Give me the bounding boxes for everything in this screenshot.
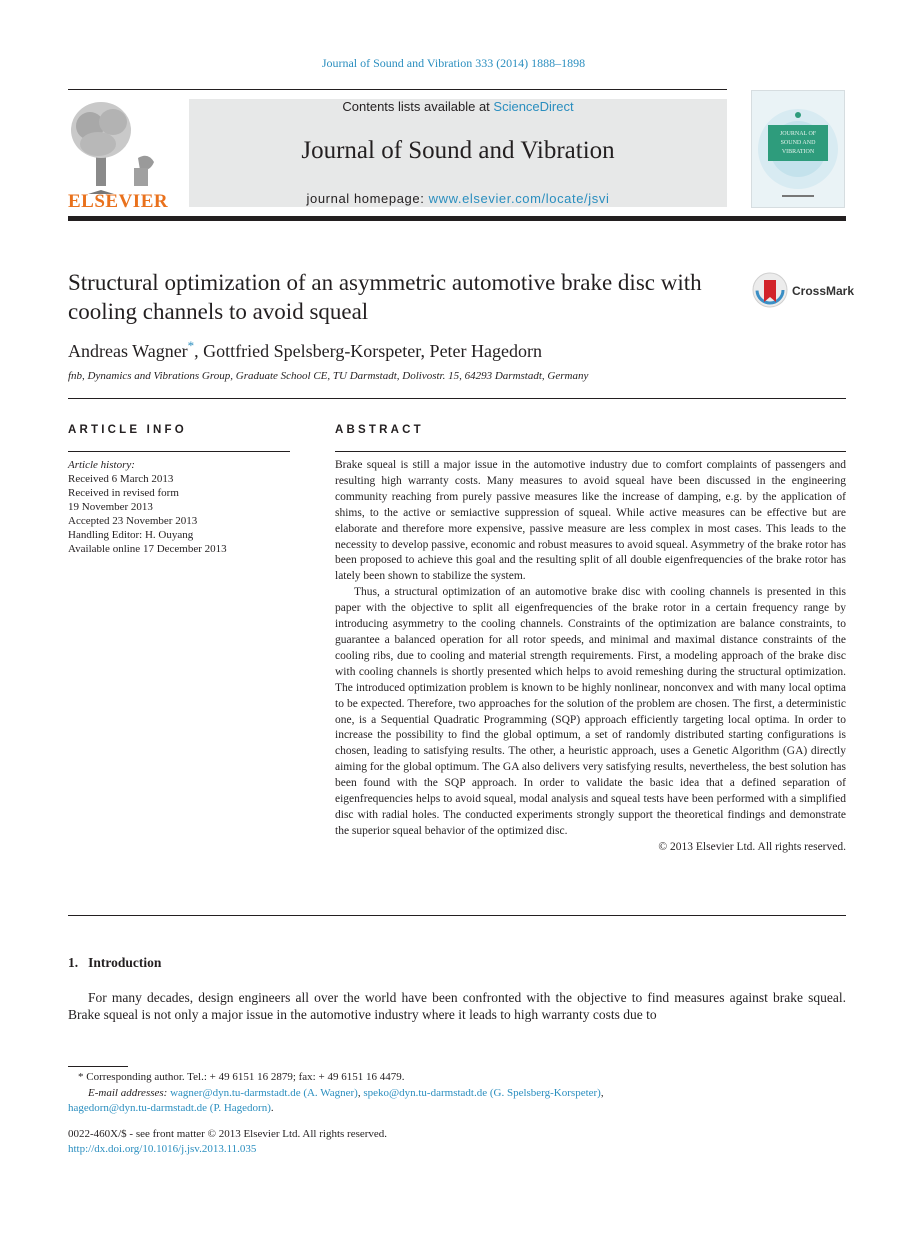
corresponding-author-mark[interactable]: * xyxy=(187,338,195,353)
issn-line: 0022-460X/$ - see front matter © 2013 Elsevier Ltd. All rights reserved. xyxy=(68,1128,388,1140)
email-line: E-mail addresses: wagner@dyn.tu-darmstadt.de (A. Wagner), speko@dyn.tu-darmstadt.de (G. Spelsberg-Korspeter), xyxy=(88,1086,604,1099)
abstract-paragraph-2: Thus, a structural optimization of an automotive brake disc with cooling channels is presented in this paper with the objective to split all eigenfrequencies of the brake rotor in a certain frequency range by introducing asymmetry to the cooling channels. Constraints of the optimization are balance constraints, to guarantee a balanced operation for all rotor speeds, and minimal and maximal distance constraints of the cooling ribs, due to cooling and material strength requirements. First, a modeling approach of the brake disc with cooling channels is shortly presented which helps to avoid remeshing during the structural optimization. The introduced optimization problem is known to be highly nonlinear, nonconvex and with many local optima to be expected. Therefore, two approaches for the solution of the problem are chosen. The first, a deterministic one, is a Sequential Quadratic Programming (SQP) approach efficiently targeting local optima. In order to increase the possibility to find the global optimum, a set of randomly distributed starting configurations is chosen, leading to satisfying results. The other, a heuristic approach, uses a Genetic Algorithm (GA) directly aiming for the global optimum. The GA also delivers very satisfying results, nevertheless, the best solution has been found with the SQP approach. In order to validate the basic idea that a defined separation of eigenfrequencies helps to avoid squeal, modal analysis and squeal tests have been performed with a simplified disc with radial holes. The conducted experiments strongly support the theoretical findings and demonstrate the superior squeal behavior of the optimized disc. xyxy=(335,586,846,837)
history-line: Received 6 March 2013 xyxy=(68,473,174,485)
section-divider xyxy=(68,915,846,916)
journal-cover-art xyxy=(752,91,844,207)
abstract-body xyxy=(335,458,846,856)
homepage-line xyxy=(189,191,727,206)
email-line-2: hagedorn@dyn.tu-darmstadt.de (P. Hagedorn). xyxy=(68,1102,274,1114)
article-info-rule xyxy=(68,451,290,452)
crossmark-icon xyxy=(752,272,792,312)
author-wagner: Andreas Wagner xyxy=(68,341,188,361)
journal-cover-thumbnail[interactable] xyxy=(751,90,845,208)
history-line: Received in revised form xyxy=(68,487,179,499)
section-divider xyxy=(68,398,846,399)
journal-citation[interactable]: Journal of Sound and Vibration 333 (2014) 1888–1898 xyxy=(321,56,586,70)
homepage-link[interactable]: www.elsevier.com/locate/jsvi xyxy=(428,191,610,206)
crossmark-badge[interactable] xyxy=(752,272,855,312)
affiliation: fnb, Dynamics and Vibrations Group, Graduate School CE, TU Darmstadt, Dolivostr. 15, 64293 Darmstadt, Germany xyxy=(68,370,589,382)
intro-title: Introduction xyxy=(88,955,162,970)
footnotes xyxy=(68,1070,846,1117)
article-info-heading: ARTICLE INFO xyxy=(68,424,187,436)
crossmark-label: CrossMark xyxy=(792,284,855,298)
article-title: Structural optimization of an asymmetric automotive brake disc with cooling channels to avoid squeal xyxy=(68,270,702,324)
issn-block xyxy=(68,1127,387,1156)
history-line: 19 November 2013 xyxy=(68,501,153,513)
abstract-rule xyxy=(335,451,846,452)
other-authors: , Gottfried Spelsberg-Korspeter, Peter Hagedorn xyxy=(194,341,543,361)
email-wagner-link[interactable]: wagner@dyn.tu-darmstadt.de (A. Wagner) xyxy=(170,1086,358,1099)
intro-number: 1. xyxy=(68,955,79,970)
article-history xyxy=(68,458,227,556)
copyright-notice: © 2013 Elsevier Ltd. All rights reserved. xyxy=(658,840,846,853)
header-top-rule xyxy=(68,89,727,90)
history-label: Article history: xyxy=(68,459,135,471)
cover-title-line-1: JOURNAL OF xyxy=(779,131,817,137)
footnote-rule xyxy=(68,1066,128,1067)
journal-title: Journal of Sound and Vibration xyxy=(301,137,615,164)
intro-heading xyxy=(68,955,161,971)
author-list xyxy=(68,338,542,362)
contents-line xyxy=(189,99,727,114)
abstract-paragraph-1: Brake squeal is still a major issue in the automotive industry due to comfort complaints of passengers and resulting high warranty costs. Many measures to avoid squeal have been discussed in the engineering community reaching from purely passive measures like the increase of damping, e.g. by the application of shims, to the active or semiactive suppression of squeal. While active measures can be effective but are elaborate and therefore more expensive, passive measure are less complex in most cases. This leads to the necessity to develop passive, economic and robust measures to avoid squeal. Asymmetry of the brake rotor has been proposed to achieve this goal and the resulting split of all double eigenfrequencies of the brake rotor has lately been shown to stabilize the system. xyxy=(335,459,846,583)
intro-paragraph: For many decades, design engineers all over the world have been confronted with the objective to find measures against brake squeal. Brake squeal is not only a major issue in the automotive industry where it leads to high warranty costs due to xyxy=(68,990,846,1022)
abstract-heading: ABSTRACT xyxy=(335,424,424,436)
homepage-prefix: journal homepage: xyxy=(306,191,429,206)
email-hagedorn-link[interactable]: hagedorn@dyn.tu-darmstadt.de (P. Hagedorn) xyxy=(68,1102,271,1114)
history-line: Handling Editor: H. Ouyang xyxy=(68,529,194,541)
cover-title-line-2: SOUND AND xyxy=(780,140,816,146)
header-thick-rule xyxy=(68,216,846,221)
history-line: Accepted 23 November 2013 xyxy=(68,515,198,527)
cover-title-line-3: VIBRATION xyxy=(781,149,815,155)
email-label: E-mail addresses: xyxy=(88,1086,168,1099)
doi-link[interactable]: http://dx.doi.org/10.1016/j.jsv.2013.11.035 xyxy=(68,1142,257,1155)
contents-prefix: Contents lists available at xyxy=(342,99,494,114)
email-speko-link[interactable]: speko@dyn.tu-darmstadt.de (G. Spelsberg-Korspeter) xyxy=(363,1086,601,1099)
history-line: Available online 17 December 2013 xyxy=(68,543,227,555)
elsevier-wordmark: ELSEVIER xyxy=(68,191,169,212)
sciencedirect-link[interactable]: ScienceDirect xyxy=(493,99,574,114)
corresponding-author-note: * Corresponding author. Tel.: + 49 6151 16 2879; fax: + 49 6151 16 4479. xyxy=(78,1071,405,1083)
